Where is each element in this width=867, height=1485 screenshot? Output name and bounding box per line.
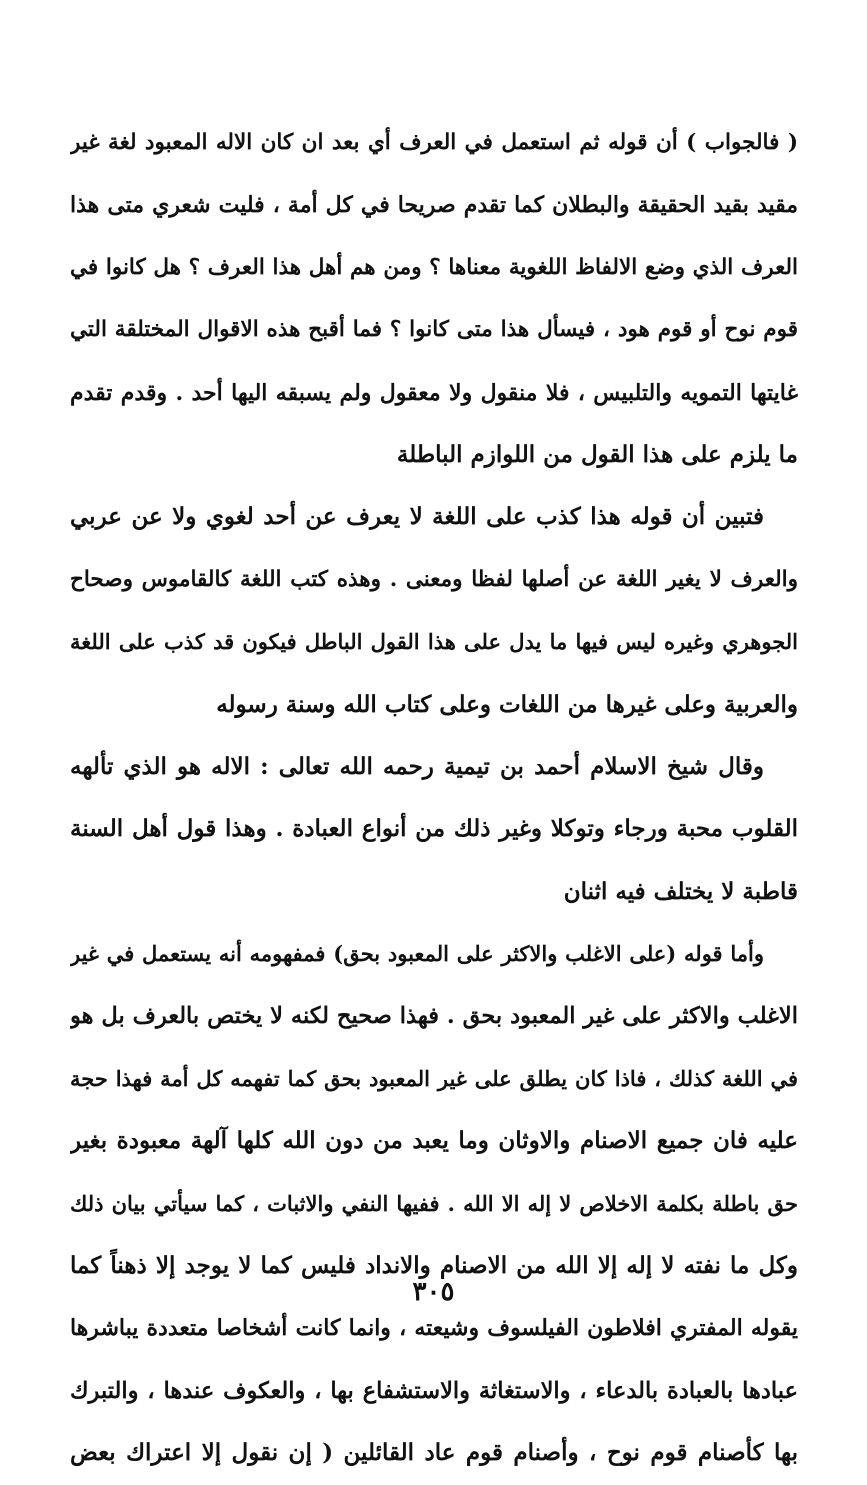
text-line-8: والعرف لا يغير اللغة عن أصلها لفظا ومعنى . وهذه كتب اللغة كالقاموس وصحاح — [70, 566, 798, 592]
text-line-13: قاطبة لا يختلف فيه اثنان — [563, 877, 798, 905]
text-line-18: حق باطلة بكلمة الاخلاص لا إله الا الله . ففيها النفي والاثبات ، كما سيأتي بيان ذلك — [70, 1190, 798, 1216]
text-line-7: فتبين أن قوله هذا كذب على اللغة لا يعرف عن أحد لغوي ولا عن عربي — [70, 503, 764, 531]
text-line-15: الاغلب والاكثر على غير المعبود بحق . فهذا صحيح لكنه لا يختص بالعرف بل هو — [70, 1003, 798, 1030]
text-line-1: ( فالجواب ) أن قوله ثم استعمل في العرف أي بعد ان كان الاله المعبود لغة غير — [70, 130, 798, 155]
text-line-3: العرف الذي وضع الالفاظ اللغوية معناها ؟ ومن هم أهل هذا العرف ؟ هل كانوا في — [70, 254, 798, 280]
text-line-4: قوم نوح أو قوم هود ، فيسأل هذا متى كانوا ؟ فما أقبح هذه الاقوال المختلقة التي — [70, 317, 798, 343]
text-line-20: يقوله المفتري افلاطون الفيلسوف وشيعته ، وانما كانت أشخاصا متعددة يباشرها — [70, 1315, 798, 1342]
text-line-16: في اللغة كذلك ، فاذا كان يطلق على غير المعبود بحق كما تفهمه كل أمة فهذا حجة — [70, 1065, 798, 1091]
text-line-10: والعربية وعلى غيرها من اللغات وعلى كتاب الله وسنة رسوله — [216, 690, 798, 718]
text-line-14: وأما قوله (على الاغلب والاكثر على المعبود بحق) فمفهومه أنه يستعمل في غير — [70, 941, 764, 967]
text-line-9: الجوهري وغيره ليس فيها ما يدل على هذا القول الباطل فيكون قد كذب على اللغة — [70, 629, 798, 655]
text-line-17: عليه فان جميع الاصنام والاوثان وما يعبد من دون الله كلها آلهة معبودة بغير — [70, 1127, 798, 1155]
text-line-6: ما يلزم على هذا القول من اللوازم الباطلة — [396, 440, 798, 468]
text-line-5: غايتها التمويه والتلبيس ، فلا منقول ولا معقول ولم يسبقه اليها أحد . وقدم تقدم — [70, 379, 798, 406]
text-line-21: عبادها بالعبادة بالدعاء ، والاستغاثة والاستشفاع بها ، والعكوف عندها ، والتبرك — [70, 1377, 798, 1404]
text-line-12: القلوب محبة ورجاء وتوكلا وغير ذلك من أنواع العبادة . وهذا قول أهل السنة — [70, 815, 798, 843]
page-number: ٣٠٥ — [412, 1277, 455, 1307]
text-line-19: وكل ما نفته لا إله إلا الله من الاصنام والانداد فليس كما لا يوجد إلا ذهناً كما — [70, 1252, 798, 1280]
text-line-11: وقال شيخ الاسلام أحمد بن تيمية رحمه الله تعالى : الاله هو الذي تألهه — [70, 752, 764, 780]
text-line-2: مقيد بقيد الحقيقة والبطلان كما تقدم صريحا في كل أمة ، فليت شعري متى هذا — [70, 192, 798, 219]
text-line-22: بها كأصنام قوم نوح ، وأصنام قوم عاد القائلين ( إن نقول إلا اعتراك بعض — [70, 1439, 798, 1467]
